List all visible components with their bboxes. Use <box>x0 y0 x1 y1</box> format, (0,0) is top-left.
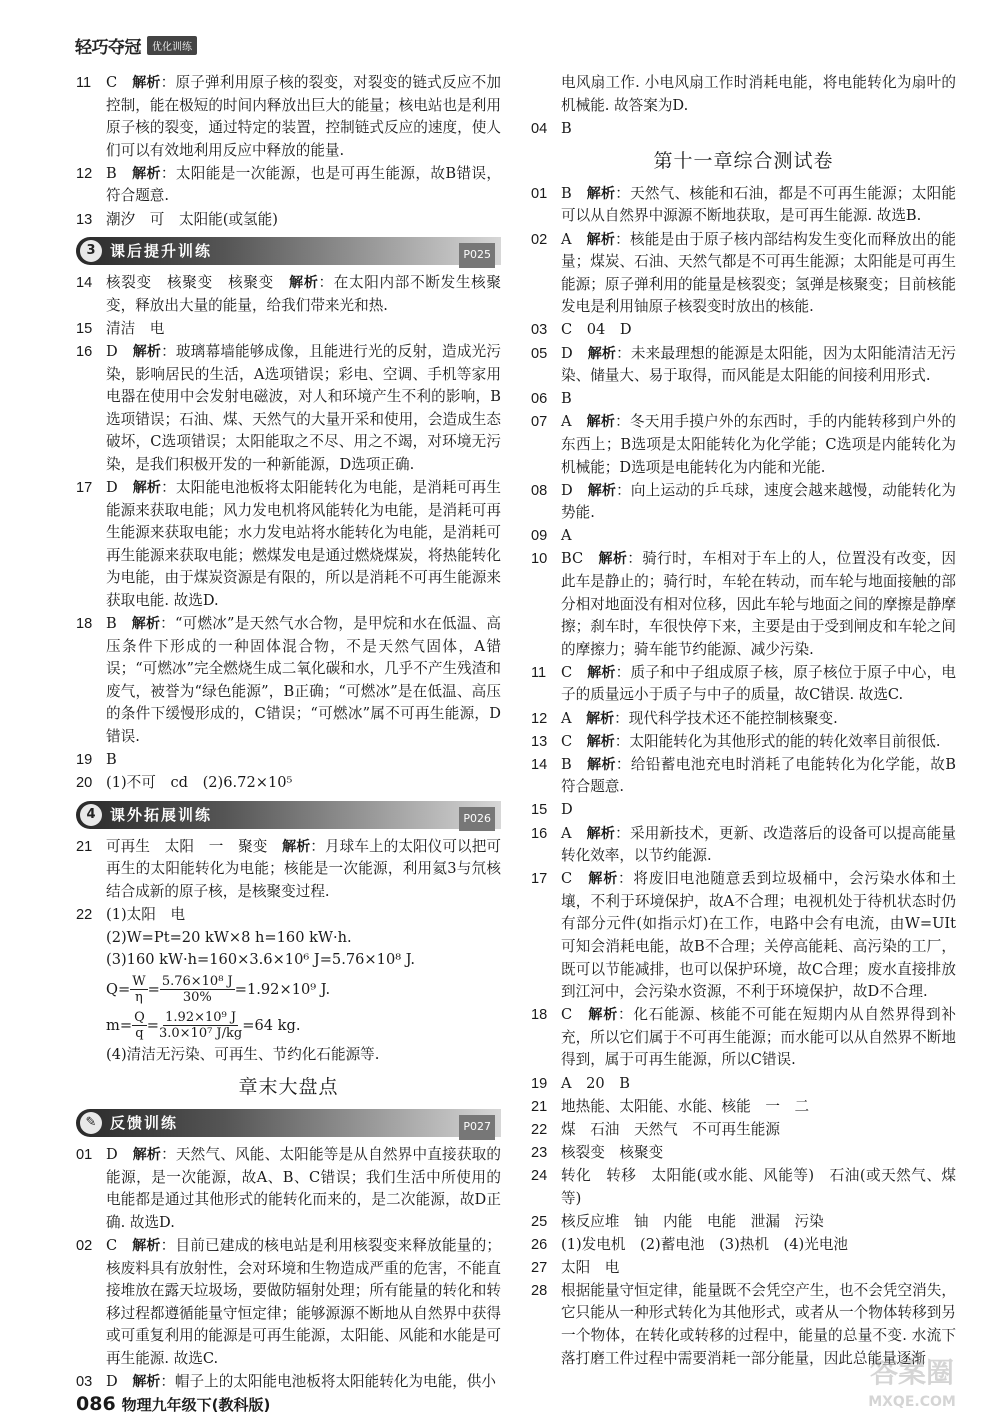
analysis-text: ：太阳能是一次能源，也是可再生能源，故B错误，符合题意. <box>106 164 501 205</box>
answer-body <box>106 1371 501 1394</box>
answer-body <box>561 754 956 799</box>
answer-body <box>106 209 501 232</box>
analysis-text: ：“可燃冰”是天然气水合物，是甲烷和水在低温、高压条件下形成的一种固体混合物，不是天然气固体，A错误；“可燃冰”完全燃烧生成二氧化碳和水，几乎不产生残渣和废气，被誉为“绿色能源”，B正确；“可燃冰”是在低温、高压的条件下缓慢形成的，C错误；“可燃冰”属不可再生能源，D错误. <box>106 615 501 746</box>
right-column <box>531 72 956 1371</box>
question-number: 09 <box>531 528 548 545</box>
answer-choice: A <box>561 709 572 727</box>
question-number: 17 <box>76 480 93 496</box>
analysis-label: 解析 <box>132 480 162 496</box>
answer-body <box>561 1073 956 1096</box>
answer-entry <box>531 411 956 479</box>
answer-choice: (1)发电机 (2)蓄电池 (3)热机 (4)光电池 <box>561 1235 849 1253</box>
answer-entry <box>531 1234 956 1257</box>
answer-entry <box>531 1119 956 1142</box>
answer-entry <box>76 1235 501 1371</box>
question-number: 27 <box>531 1259 548 1276</box>
analysis-text: ：未来最理想的能源是太阳能，因为太阳能清洁无污染、储量大、易于取得，而风能是太阳能的间接利用形式. <box>561 344 956 385</box>
answer-body <box>106 477 501 613</box>
question-number: 03 <box>76 1374 93 1390</box>
answer-entry <box>76 613 501 749</box>
answer-choice: A <box>561 824 572 842</box>
answer-entry <box>531 868 956 1004</box>
answer-choice: B <box>561 755 572 773</box>
analysis-label: 解析 <box>598 551 628 568</box>
eq-sign: = <box>146 1016 159 1034</box>
analysis-text: ：质子和中子组成原子核，原子核位于原子中心，电子的质量远小于质子与中子的质量，故C错误. 故选C. <box>561 663 956 704</box>
analysis-label: 解析 <box>132 1237 161 1254</box>
analysis-text: ：骑行时，车相对于车上的人，位置没有改变，因此车是静止的；骑行时，车轮在转动，而车轮与地面接触的部分相对地面没有相对位移，因此车轮与地面之间的摩擦是静摩擦；刹车时，车很快停下来，主要是由于受到闸皮和车轮之间的摩擦力；骑车能节约能源、减少污染. <box>561 550 956 658</box>
analysis-label: 解析 <box>586 185 616 202</box>
analysis-label: 解析 <box>588 1007 619 1024</box>
answer-choice: B <box>106 615 117 633</box>
question-number: 13 <box>76 211 93 228</box>
answer-entry <box>531 754 956 799</box>
question-number: 12 <box>76 165 93 182</box>
answer-body <box>561 343 956 388</box>
section-banner-feedback <box>76 1109 501 1137</box>
answer-choice: B <box>561 390 572 408</box>
question-number: 21 <box>76 838 93 855</box>
analysis-text: ：太阳能电池板将太阳能转化为电能，是消耗可再生能源来获取电能；风力发电机将风能转化为电能，是消耗可再生能源来获取电能；水力发电站将水能转化为电能，是消耗可再生能源来获取电能；燃煤发电是通过燃烧煤炭，将热能转化为电能，由于煤炭资源是有限的，所以是消耗不可再生能源来获取电能. 故选D. <box>106 479 501 609</box>
page-ref-badge: P026 <box>459 807 495 832</box>
answer-choice: D <box>106 342 118 360</box>
answer-group-right <box>531 183 956 1370</box>
section-title: 第十一章综合测试卷 <box>653 150 834 173</box>
answer-line: (1)太阳 电 <box>106 906 186 924</box>
answer-line: (3)160 kW·h=160×3.6×10⁶ J=5.76×10⁸ J. <box>106 951 416 969</box>
analysis-label: 解析 <box>587 664 616 681</box>
answer-entry <box>76 477 501 613</box>
answer-choice: 转化 转移 太阳能(或水能、风能等) 石油(或天然气、煤等) <box>561 1166 956 1207</box>
answer-body <box>561 1119 956 1142</box>
question-number: 22 <box>76 907 93 924</box>
page-ref-badge: P027 <box>459 1115 495 1140</box>
answer-entry <box>531 229 956 319</box>
analysis-text: ：向上运动的乒乓球，速度会越来越慢，动能转化为势能. <box>561 481 956 522</box>
answer-body <box>106 772 501 795</box>
analysis-label: 解析 <box>132 75 161 91</box>
analysis-label: 解析 <box>282 838 311 855</box>
answer-choice: 煤 石油 天然气 不可再生能源 <box>561 1120 780 1138</box>
answer-entry <box>531 731 956 754</box>
answer-group-c <box>76 836 501 904</box>
answer-choice: B <box>561 184 572 202</box>
numerator: Q <box>134 1010 145 1026</box>
answer-choice: 可再生 太阳 一 聚变 <box>106 837 268 855</box>
denominator: 30% <box>182 990 212 1006</box>
answer-body <box>106 1235 501 1371</box>
denominator: q <box>135 1026 144 1042</box>
analysis-label: 解析 <box>586 733 615 750</box>
answer-choice: A 20 B <box>561 1074 631 1092</box>
answer-body <box>561 411 956 479</box>
answer-body <box>561 868 956 1004</box>
answer-body <box>561 708 956 731</box>
answer-body <box>561 183 956 228</box>
question-number: 07 <box>531 414 548 431</box>
question-number: 17 <box>531 871 548 888</box>
question-number: 22 <box>531 1121 548 1138</box>
question-number: 25 <box>531 1213 548 1230</box>
eq-result: =1.92×10⁹ J. <box>234 980 331 998</box>
answer-entry <box>531 319 956 342</box>
answer-choice: 地热能、太阳能、水能、核能 一 二 <box>561 1097 810 1115</box>
answer-entry <box>531 1073 956 1096</box>
fraction <box>132 1010 147 1041</box>
answer-entry <box>76 72 501 162</box>
denominator: η <box>134 990 143 1006</box>
answer-letter: B <box>561 119 572 137</box>
section-banner-title: 课外拓展训练 <box>110 805 213 824</box>
question-number: 20 <box>76 775 93 792</box>
answer-choice: D <box>106 1146 118 1164</box>
question-number: 19 <box>531 1075 548 1092</box>
question-number: 11 <box>531 664 547 681</box>
answer-entry <box>76 209 501 232</box>
question-number: 11 <box>76 75 92 91</box>
section-title: 章末大盘点 <box>238 1076 339 1099</box>
answer-entry <box>531 480 956 525</box>
question-number: 02 <box>531 231 548 248</box>
answer-body: 电风扇工作. 小电风扇工作时消耗电能，将电能转化为扇叶的机械能. 故答案为D. <box>561 74 956 114</box>
analysis-label: 解析 <box>586 231 616 248</box>
fraction <box>159 1010 242 1041</box>
brand-logo: 轻巧夺冠 <box>75 37 141 58</box>
answer-choice: A <box>561 413 572 431</box>
section-banner-title: 课后提升训练 <box>110 241 213 260</box>
section-number: 3 <box>80 240 102 262</box>
answer-entry <box>76 836 501 904</box>
answer-body <box>561 319 956 342</box>
analysis-text: ：给铅蓄电池充电时消耗了电能转化为化学能，故B符合题意. <box>561 755 956 796</box>
analysis-label: 解析 <box>132 1147 162 1164</box>
question-number: 19 <box>76 752 93 769</box>
answer-body <box>561 1096 956 1119</box>
denominator: 3.0×10⁷ J/kg <box>158 1026 243 1042</box>
answer-choice: 核裂变 核聚变 <box>561 1143 664 1161</box>
answer-body <box>561 229 956 319</box>
answer-entry <box>531 1211 956 1234</box>
answer-choice: 潮汐 可 太阳能(或氢能) <box>106 210 278 228</box>
answer-choice: C <box>561 1006 573 1024</box>
question-number: 23 <box>531 1144 548 1161</box>
answer-entry <box>531 1257 956 1280</box>
answer-choice: A <box>561 527 572 545</box>
question-number: 15 <box>531 802 548 819</box>
answer-choice: D <box>561 801 573 819</box>
question-number: 02 <box>76 1237 93 1254</box>
continued-text <box>531 72 956 117</box>
answer-body <box>561 799 956 822</box>
answer-choice: 清洁 电 <box>106 319 165 337</box>
answer-choice: D <box>561 481 573 499</box>
answer-choice: B <box>106 164 117 182</box>
answer-body <box>106 72 501 162</box>
answer-choice: C <box>106 74 118 91</box>
answer-body <box>561 662 956 707</box>
eq-result: =64 kg. <box>242 1016 301 1034</box>
answer-entry-22 <box>76 904 501 1066</box>
answer-entry <box>531 823 956 868</box>
section-banner-title: 反馈训练 <box>110 1113 179 1132</box>
page-number: 086 <box>76 1393 116 1415</box>
question-number: 16 <box>531 825 548 842</box>
analysis-text: ：天然气、风能、太阳能等是从自然界中直接获取的能源，是一次能源，故A、B、C错误；我们生活中所使用的电能都是通过其他形式的能转化而来的，是二次能源，故D正确. 故选D. <box>106 1146 501 1231</box>
analysis-label: 解析 <box>289 275 319 292</box>
answer-body <box>561 731 956 754</box>
left-column <box>76 72 501 1394</box>
equation-q <box>106 972 501 1008</box>
analysis-text: ：将废旧电池随意丢到垃圾桶中，会污染水体和土壤，不利于环境保护，故A不合理；电视机处于待机状态时仍有部分元件(如指示灯)在工作，电路中会有电流，由W=UIt可知会消耗电能，故B不合理；关停高能耗、高污染的工厂，既可以节能减排，也可以保护环境，故C合理；废水直接排放到江河中，会污染水资源，不利于环境保护，故D不合理. <box>561 870 956 1001</box>
answer-entry <box>531 708 956 731</box>
section-number: 4 <box>80 804 102 826</box>
answer-entry <box>531 1142 956 1165</box>
fraction <box>160 974 235 1005</box>
analysis-label: 解析 <box>132 165 161 182</box>
answer-line: (2)W=Pt=20 kW×8 h=160 kW·h. <box>106 928 352 946</box>
answer-choice: C <box>561 870 573 888</box>
answer-entry <box>531 799 956 822</box>
analysis-text: ：玻璃幕墙能够成像，且能进行光的反射，造成光污染，影响居民的生活，A选项错误；彩电、空调、手机等家用电器在使用中会发射电磁波，对人和环境产生不利的影响，B选项错误；石油、煤、天然气的大量开采和使用，会造成生态破坏，C选项错误；太阳能取之不尽、用之不竭，对环境无污染，是我们积极开发的一种新能源，D选项正确. <box>106 342 501 473</box>
answer-choice: C 04 D <box>561 321 632 339</box>
question-number: 21 <box>531 1098 548 1115</box>
eq-sign: = <box>147 980 160 998</box>
answer-body <box>106 836 501 904</box>
fraction <box>130 974 147 1005</box>
analysis-text: ：目前已建成的核电站是利用核裂变来释放能量的；核废料具有放射性，会对环境和生物造成严重的危害，不能直接堆放在露天垃圾场，要做防辐射处理；所有能量的转化和转移过程都遵循能量守恒定律；能够源源不断地从自然界中获得或可重复利用的能源是可再生能源，太阳能、风能和水能是可再生能源. 故选C. <box>106 1236 501 1367</box>
answer-body <box>106 163 501 208</box>
answer-line: (4)清洁无污染、可再生、节约化石能源等. <box>106 1045 380 1063</box>
answer-choice: C <box>106 1236 118 1254</box>
analysis-label: 解析 <box>587 345 617 362</box>
answer-choice: 核反应堆 铀 内能 电能 泄漏 污染 <box>561 1212 824 1230</box>
answer-entry <box>531 548 956 661</box>
analysis-label: 解析 <box>587 482 617 499</box>
answer-choice: D <box>106 1373 118 1390</box>
answer-choice: 根据能量守恒定律，能量既不会凭空产生，也不会凭空消失，它只能从一种形式转化为其他形式，或者从一个物体转移到另一个物体，在转化或转移的过程中，能量的总量不变. 水流下落打磨工件过程中需要消耗一部分能量，因此总能量逐渐 <box>561 1281 956 1367</box>
answer-body <box>561 1257 956 1280</box>
answer-body <box>106 613 501 749</box>
question-number: 16 <box>76 343 93 360</box>
answer-entry <box>76 341 501 477</box>
question-number: 04 <box>531 120 548 137</box>
analysis-text: ：原子弹利用原子核的裂变，对裂变的链式反应不加控制，能在极短的时间内释放出巨大的能量；核电站也是利用原子核的裂变，通过特定的装置，控制链式反应的速度，使人们可以有效地利用反应中释放的能量. <box>106 74 501 159</box>
answer-choice: C <box>561 663 573 681</box>
answer-group-d <box>76 1144 501 1394</box>
question-number: 14 <box>531 756 548 773</box>
analysis-text: ：核能是由于原子核内部结构发生变化而释放出的能量；煤炭、石油、天然气都是不可再生能源；太阳能是可再生能源；原子弹利用的能量是核裂变；氢弹是核聚变；目前核能发电是利用铀原子核裂变时放出的核能. <box>561 230 956 316</box>
answer-entry-04 <box>531 118 956 141</box>
analysis-text: ：现代科学技术还不能控制核聚变. <box>614 709 838 727</box>
section-icon: ✎ <box>80 1112 102 1134</box>
question-number: 13 <box>531 733 548 750</box>
answer-body <box>561 548 956 661</box>
answer-entry <box>531 1004 956 1072</box>
answer-entry <box>531 662 956 707</box>
analysis-text: ：月球车上的太阳仪可以把可再生的太阳能转化为电能；核能是一次能源，利用氦3与氘核结合成新的原子核，是核聚变过程. <box>106 837 501 900</box>
analysis-text: ：采用新技术，更新、改造落后的设备可以提高能量转化效率，以节约能源. <box>561 824 956 865</box>
question-number: 03 <box>531 322 548 339</box>
answer-body <box>106 1144 501 1234</box>
answer-body <box>561 1234 956 1257</box>
question-number: 05 <box>531 345 548 362</box>
answer-choice: BC <box>561 550 584 568</box>
answer-entry <box>76 318 501 341</box>
analysis-text: ：天然气、核能和石油，都是不可再生能源；太阳能可以从自然界中源源不断地获取，是可再生能源. 故选B. <box>561 184 956 225</box>
answer-body <box>106 272 501 317</box>
answer-group-a <box>76 72 501 231</box>
question-number: 28 <box>531 1282 548 1299</box>
question-number: 18 <box>76 616 93 633</box>
answer-entry <box>76 749 501 772</box>
eq-lhs: Q= <box>106 980 131 998</box>
answer-choice: B <box>106 751 117 769</box>
answer-entry <box>76 772 501 795</box>
answer-body <box>561 388 956 411</box>
question-number: 01 <box>531 185 548 202</box>
answer-choice: (1)不可 cd (2)6.72×10⁵ <box>106 774 293 792</box>
answer-choice: D <box>106 479 118 496</box>
question-number: 26 <box>531 1236 548 1253</box>
answer-body <box>561 823 956 868</box>
answer-body <box>106 341 501 477</box>
analysis-text: ：冬天用手摸户外的东西时，手的内能转移到户外的东西上；B选项是太阳能转化为化学能；C选项是内能转化为机械能；D选项是电能转化为内能和光能. <box>561 413 956 476</box>
page-footer <box>76 1393 270 1415</box>
analysis-label: 解析 <box>131 616 161 633</box>
question-number: 06 <box>531 391 548 408</box>
answer-group-b <box>76 272 501 795</box>
answer-entry <box>76 272 501 317</box>
brand-badge: 优化训练 <box>147 36 197 55</box>
question-number: 15 <box>76 320 93 337</box>
answer-entry <box>531 1096 956 1119</box>
analysis-text: ：太阳能转化为其他形式的能的转化效率目前很低. <box>614 732 941 750</box>
answer-entry <box>531 388 956 411</box>
answer-choice: 太阳 电 <box>561 1258 620 1276</box>
answer-body <box>106 318 501 341</box>
answer-choice: D <box>561 344 573 362</box>
analysis-label: 解析 <box>586 710 615 727</box>
page-ref-badge: P025 <box>459 243 495 268</box>
question-number: 24 <box>531 1167 548 1184</box>
eq-lhs: m= <box>106 1016 133 1034</box>
question-number: 12 <box>531 710 548 727</box>
answer-body <box>561 525 956 548</box>
numerator: W <box>132 974 146 990</box>
watermark-text: 答案圈 <box>869 1356 955 1389</box>
answer-entry <box>531 183 956 228</box>
numerator: 5.76×10⁸ J <box>161 974 233 990</box>
answer-entry <box>531 343 956 388</box>
watermark-url: MXQE.COM <box>868 1394 956 1410</box>
answer-body <box>561 1142 956 1165</box>
analysis-label: 解析 <box>132 1374 161 1390</box>
answer-body <box>106 904 501 1066</box>
answer-choice: A <box>561 230 572 248</box>
question-number: 01 <box>76 1147 93 1164</box>
page-header <box>75 30 197 60</box>
answer-entry <box>531 525 956 548</box>
analysis-label: 解析 <box>132 343 162 360</box>
analysis-label: 解析 <box>588 871 619 888</box>
analysis-label: 解析 <box>586 825 616 842</box>
numerator: 1.92×10⁹ J <box>165 1010 237 1026</box>
question-number: 14 <box>76 275 93 292</box>
answer-body <box>561 480 956 525</box>
answer-entry <box>76 1144 501 1234</box>
answer-choice: C <box>561 732 573 750</box>
equation-m <box>106 1008 501 1044</box>
analysis-text: ：在太阳内部不断发生核聚变，释放出大量的能量，给我们带来光和热. <box>106 274 501 314</box>
answer-entry <box>531 1165 956 1210</box>
section-banner-3 <box>76 237 501 265</box>
answer-entry <box>76 163 501 208</box>
answer-entry <box>76 1371 501 1394</box>
answer-body <box>561 1211 956 1234</box>
question-number: 10 <box>531 551 548 568</box>
answer-body <box>106 749 501 772</box>
answer-body <box>561 1165 956 1210</box>
answer-body <box>561 1004 956 1072</box>
analysis-text: ：化石能源、核能不可能在短期内从自然界得到补充，所以它们属于不可再生能源；而水能可以从自然界不断地得到，属于可再生能源，所以C错误. <box>561 1006 956 1069</box>
analysis-text: ：帽子上的太阳能电池板将太阳能转化为电能，供小 <box>160 1373 496 1390</box>
watermark-logo <box>842 1350 982 1414</box>
question-number: 08 <box>531 482 548 499</box>
answer-choice: 核裂变 核聚变 核聚变 <box>106 274 274 292</box>
question-number: 18 <box>531 1007 548 1024</box>
analysis-label: 解析 <box>587 756 616 773</box>
section-banner-4 <box>76 801 501 829</box>
book-title: 物理九年级下(教科版) <box>121 1396 271 1414</box>
analysis-label: 解析 <box>586 414 616 431</box>
